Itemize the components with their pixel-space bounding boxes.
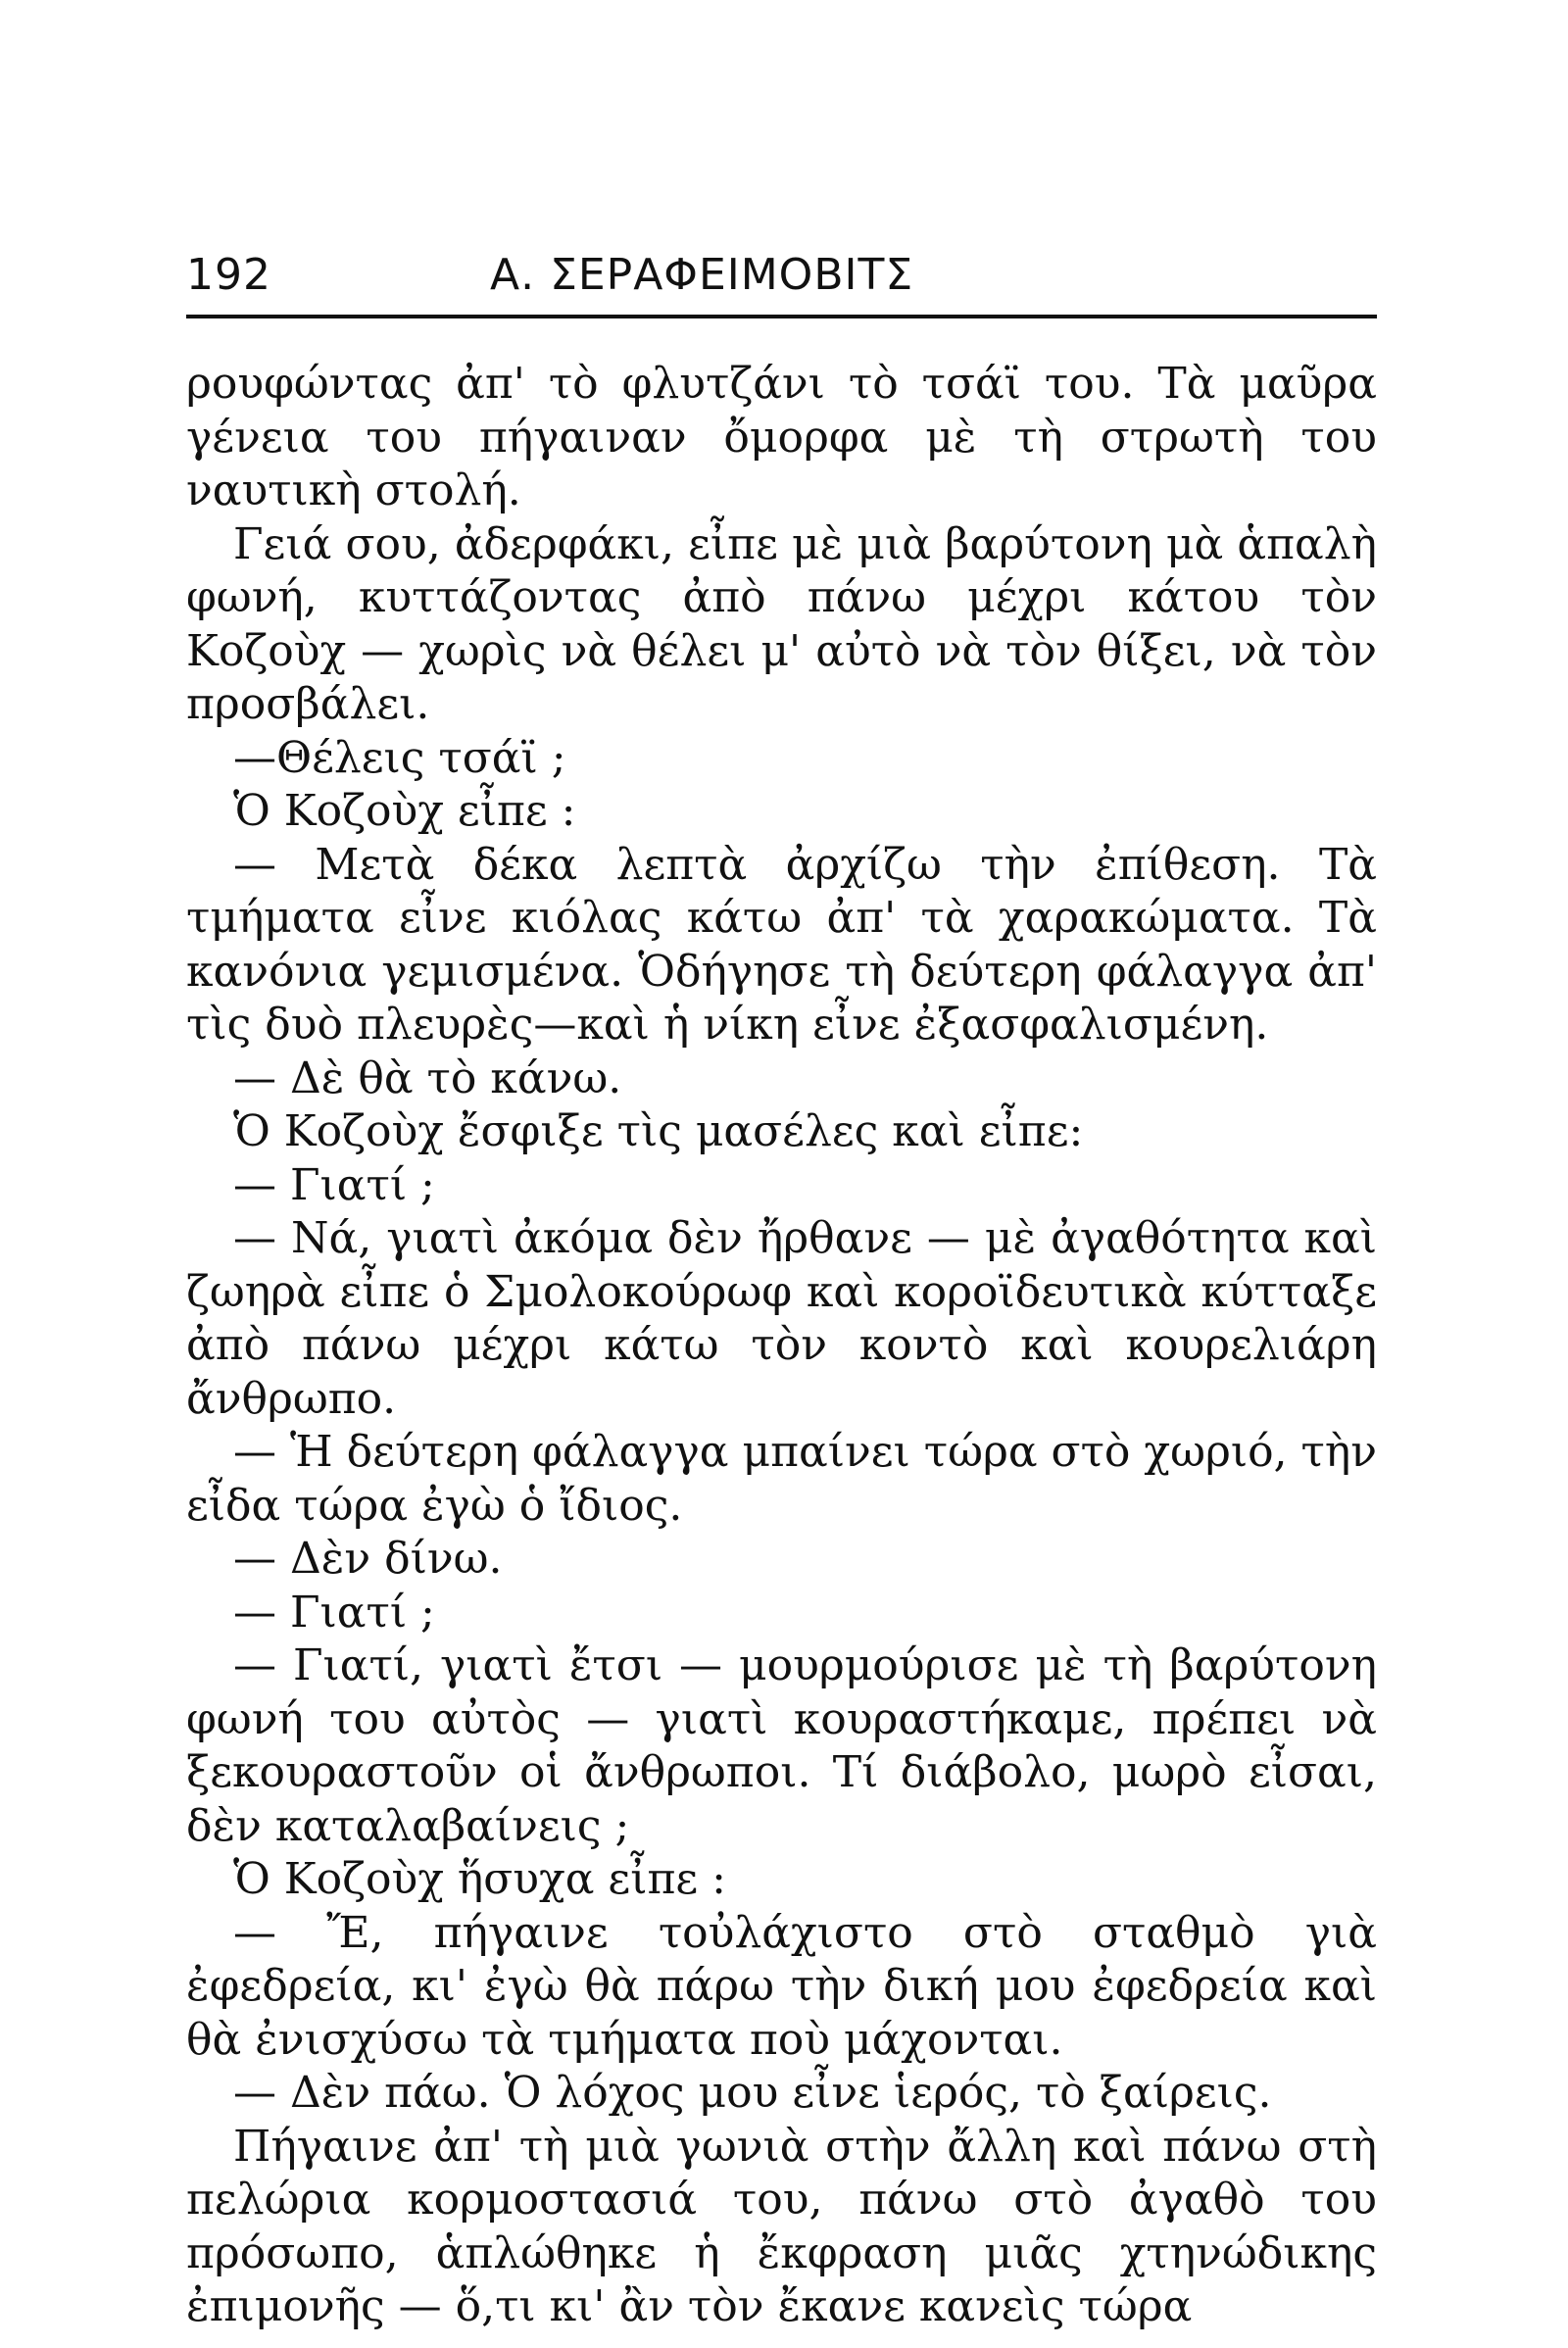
paragraph: — Δὲν πάω. Ὁ λόχος μου εἶνε ἱερός, τὸ ξαίρεις. bbox=[233, 2068, 1272, 2118]
paragraph: Πήγαινε ἀπ' τὴ μιὰ γωνιὰ στὴν ἄλλη καὶ πάνω στὴ πελώρια κορμοστασιά του, πάνω στὸ ἀγαθὸ του πρόσωπο, ἁπλώθηκε ἡ ἔκφραση μιᾶς χτηνώδικης ἐπιμονῆς — ὅ,τι κι' ἂν τὸν ἔκανε κανεὶς τώρα bbox=[186, 2121, 1377, 2331]
header-rule bbox=[186, 315, 1377, 318]
paragraph: Ὁ Κοζοὺχ εἶπε : bbox=[233, 786, 576, 836]
paragraph: — Γιατί ; bbox=[233, 1159, 435, 1210]
paragraph: — Δὲν δίνω. bbox=[233, 1534, 503, 1584]
running-head: Α. ΣΕΡΑΦΕΙΜΟΒΙΤΣ bbox=[490, 250, 914, 300]
paragraph: —Θέλεις τσάϊ ; bbox=[233, 732, 566, 783]
paragraph: Ὁ Κοζοὺχ ἥσυχα εἶπε : bbox=[233, 1854, 726, 1904]
paragraph: — Νά, γιατὶ ἀκόμα δὲν ἤρθανε — μὲ ἀγαθότητα καὶ ζωηρὰ εἶπε ὁ Σμολοκούρωφ καὶ κοροϊδευτικὰ κύτταξε ἀπὸ πάνω μέχρι κάτω τὸν κοντὸ καὶ κουρελιάρη ἄνθρωπο. bbox=[186, 1213, 1377, 1424]
paragraph: — Ἡ δεύτερη φάλαγγα μπαίνει τώρα στὸ χωριό, τὴν εἶδα τώρα ἐγὼ ὁ ἴδιος. bbox=[186, 1427, 1377, 1531]
page-header bbox=[186, 250, 1377, 315]
paragraph: — Γιατί ; bbox=[233, 1587, 435, 1638]
paragraph: — Μετὰ δέκα λεπτὰ ἀρχίζω τὴν ἐπίθεση. Τὰ τμήματα εἶνε κιόλας κάτω ἀπ' τὰ χαρακώματα. Τὰ κανόνια γεμισμένα. Ὁδήγησε τὴ δεύτερη φάλαγγα ἀπ' τὶς δυὸ πλευρὲς—καὶ ἡ νίκη εἶνε ἐξασφαλισμένη. bbox=[186, 839, 1377, 1050]
page-number: 192 bbox=[186, 250, 271, 300]
book-page bbox=[186, 250, 1377, 2334]
body-text bbox=[186, 358, 1377, 2334]
paragraph: — Γιατί, γιατὶ ἔτσι — μουρμούρισε μὲ τὴ βαρύτονη φωνή του αὐτὸς — γιατὶ κουραστήκαμε, πρέπει νὰ ξεκουραστοῦν οἱ ἄνθρωποι. Τί διάβολο, μωρὸ εἶσαι, δὲν καταλαβαίνεις ; bbox=[186, 1640, 1377, 1851]
paragraph: ρουφώντας ἀπ' τὸ φλυτζάνι τὸ τσάϊ του. Τὰ μαῦρα γένεια του πήγαιναν ὄμορφα μὲ τὴ στρωτὴ του ναυτικὴ στολή. bbox=[186, 359, 1377, 515]
paragraph: — Ἔ, πήγαινε τοὐλάχιστο στὸ σταθμὸ γιὰ ἐφεδρεία, κι' ἐγὼ θὰ πάρω τὴν δική μου ἐφεδρεία καὶ θὰ ἐνισχύσω τὰ τμήματα ποὺ μάχονται. bbox=[186, 1907, 1377, 2065]
paragraph: — Δὲ θὰ τὸ κάνω. bbox=[233, 1052, 622, 1103]
paragraph: Ὁ Κοζοὺχ ἔσφιξε τὶς μασέλες καὶ εἶπε: bbox=[233, 1106, 1084, 1156]
paragraph: Γειά σου, ἀδερφάκι, εἶπε μὲ μιὰ βαρύτονη μὰ ἁπαλὴ φωνή, κυττάζοντας ἀπὸ πάνω μέχρι κάτου τὸν Κοζοὺχ — χωρὶς νὰ θέλει μ' αὐτὸ νὰ τὸν θίξει, νὰ τὸν προσβάλει. bbox=[186, 518, 1377, 729]
